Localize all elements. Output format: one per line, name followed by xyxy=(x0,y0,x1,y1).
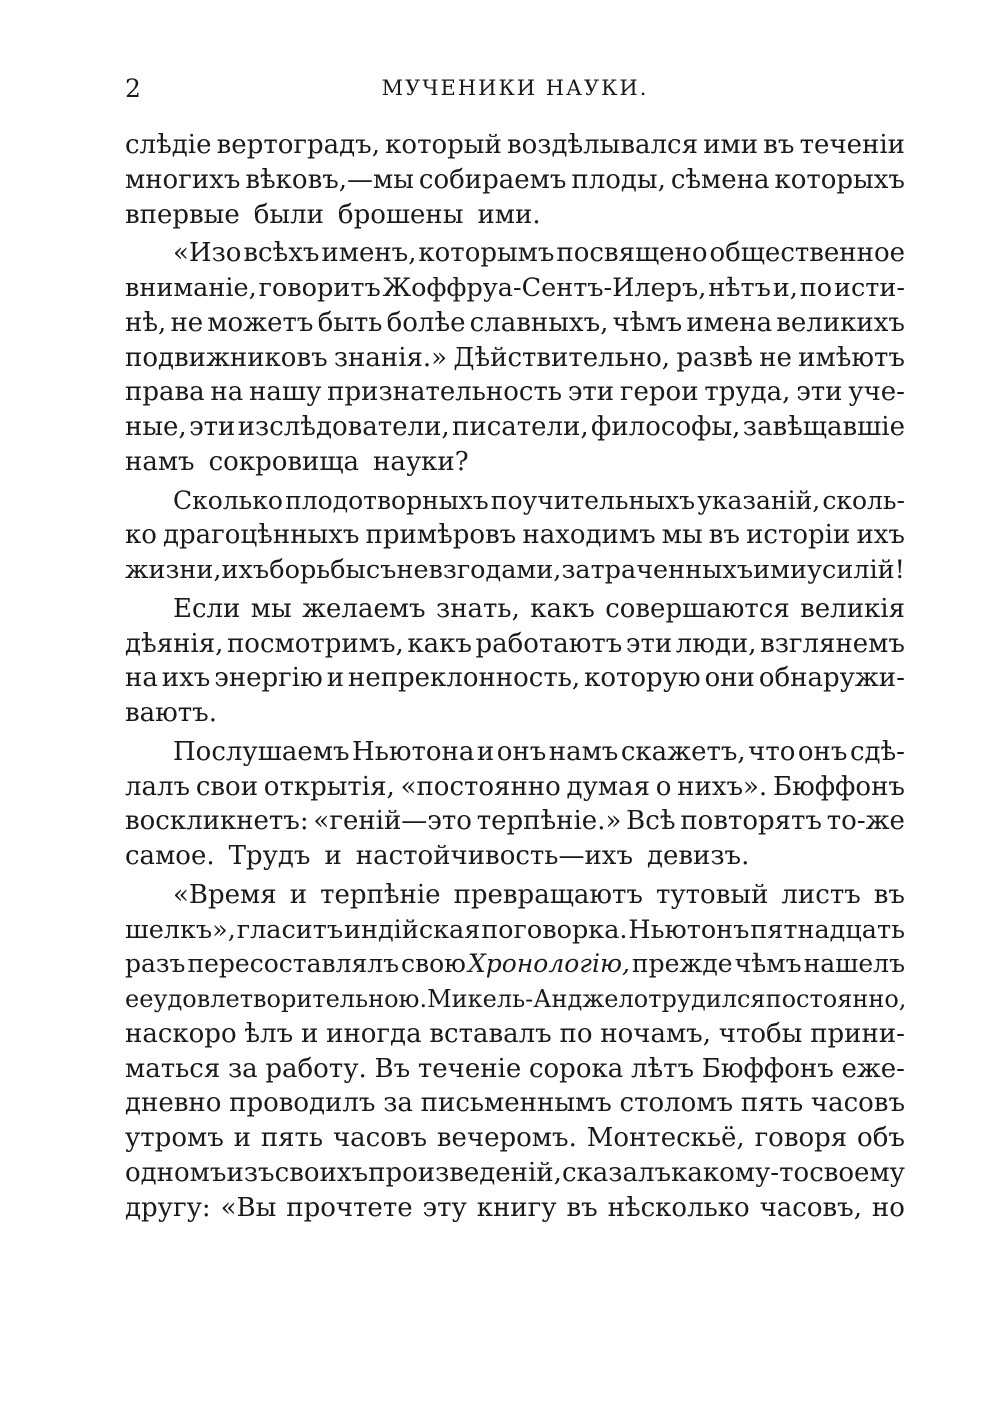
word: нашелъ xyxy=(803,949,905,979)
word: совершаются xyxy=(605,593,790,624)
word: слѣдіе xyxy=(125,130,212,160)
word: исторіи xyxy=(746,520,851,551)
word: и xyxy=(233,1123,251,1153)
word: имѣютъ xyxy=(798,342,905,373)
word: они xyxy=(704,663,755,694)
word: который xyxy=(385,130,502,160)
word: онъ xyxy=(496,736,547,767)
word: свою xyxy=(401,949,466,979)
word: были xyxy=(253,199,324,230)
text-line xyxy=(125,236,905,271)
word: о xyxy=(655,771,672,802)
text-line xyxy=(125,1086,905,1121)
word: намъ xyxy=(125,446,195,477)
text-line xyxy=(125,306,905,341)
text-line xyxy=(125,878,905,913)
word: прочтете xyxy=(286,1192,413,1223)
text-line xyxy=(125,1121,905,1156)
text-line xyxy=(125,839,905,874)
text-line xyxy=(125,627,905,662)
word: всѣхъ xyxy=(243,238,320,269)
text-line xyxy=(125,982,905,1017)
word: ночамъ, xyxy=(600,1018,711,1049)
word: и, xyxy=(772,273,798,303)
word: ваютъ. xyxy=(125,698,217,728)
word: въ xyxy=(566,1192,598,1223)
word: вставалъ xyxy=(429,1018,552,1049)
word: какъ xyxy=(407,628,472,659)
word: можетъ xyxy=(207,307,314,338)
word: пересоставлялъ xyxy=(187,949,400,979)
word: настойчивость—ихъ xyxy=(355,841,633,871)
word: сколь- xyxy=(822,485,905,515)
word: дѣянія, xyxy=(125,628,224,659)
word: примѣровъ xyxy=(365,520,517,551)
paragraph xyxy=(125,484,905,588)
text-line xyxy=(125,735,905,770)
word: терпѣніе xyxy=(320,879,441,910)
word: поговорка. xyxy=(481,914,628,945)
word: и xyxy=(300,1018,319,1049)
word: плоды, xyxy=(571,164,666,195)
word: въ xyxy=(708,520,740,551)
word: «Изо xyxy=(173,238,242,269)
word: столомъ xyxy=(619,1088,734,1119)
word: сдѣ- xyxy=(849,736,905,767)
word: которыхъ xyxy=(774,164,905,195)
word: говоритъ xyxy=(258,273,381,303)
word: вертоградъ, xyxy=(216,130,380,160)
word: труда, xyxy=(704,377,791,408)
word: своихъ xyxy=(274,1157,369,1188)
word: люди, xyxy=(675,628,757,659)
word: посмотримъ, xyxy=(226,628,404,659)
word: Жоффруа-Сентъ-Илеръ, xyxy=(382,273,707,303)
word: письменнымъ xyxy=(420,1088,612,1119)
word: знать, xyxy=(436,593,520,624)
word: науки? xyxy=(373,446,469,477)
word: изъ xyxy=(226,1157,275,1188)
word: славныхъ, xyxy=(469,307,609,338)
word: тутовый xyxy=(655,879,769,910)
word: великія xyxy=(800,593,905,624)
word: ихъ xyxy=(161,663,211,694)
word: но xyxy=(871,1192,905,1223)
word: впервые xyxy=(125,199,240,230)
word: теченіе xyxy=(417,1053,522,1084)
text-line xyxy=(125,661,905,696)
word: нѣтъ xyxy=(708,273,771,303)
text-line xyxy=(125,163,905,198)
word: гласитъ xyxy=(236,914,344,945)
word: на xyxy=(210,377,244,408)
text-line xyxy=(125,696,905,731)
word: намъ xyxy=(548,736,619,767)
page-header xyxy=(125,74,905,108)
paragraph xyxy=(125,735,905,874)
word: сказалъ xyxy=(561,1157,672,1188)
word: мы xyxy=(661,520,703,551)
word: исти- xyxy=(833,273,905,303)
word: что xyxy=(748,736,796,767)
word: то-же xyxy=(826,806,905,837)
word: шелкъ», xyxy=(125,914,236,945)
word: одномъ xyxy=(125,1157,227,1188)
word: онъ xyxy=(797,736,848,767)
word: имена xyxy=(686,307,773,338)
word: вниманіе, xyxy=(125,273,257,303)
text-line xyxy=(125,913,905,948)
word: произведеній, xyxy=(368,1157,562,1188)
word: за xyxy=(383,1088,413,1119)
word: воздѣлывался xyxy=(506,130,698,160)
word: указаній, xyxy=(697,485,821,515)
word: Бюффонъ xyxy=(772,771,905,802)
word: на xyxy=(125,663,158,694)
word: философы, xyxy=(591,412,741,442)
word: съ xyxy=(365,555,397,585)
word: мы xyxy=(250,593,292,624)
word: трудился xyxy=(648,985,766,1013)
word: непреклонность, xyxy=(347,663,581,694)
word: чѣмъ xyxy=(612,307,683,338)
word: Трудъ xyxy=(228,841,311,871)
word: «геній—это xyxy=(313,806,472,837)
word: Сколько xyxy=(173,485,283,515)
word: девизъ. xyxy=(646,841,750,871)
word: Ньютона xyxy=(352,736,475,767)
word: не xyxy=(759,342,792,373)
text-line xyxy=(125,1017,905,1052)
word: сорока xyxy=(528,1053,624,1084)
word: пять xyxy=(260,1123,324,1153)
word: превращаютъ xyxy=(453,879,643,910)
word: собираемъ xyxy=(418,164,567,195)
word: своему xyxy=(809,1157,905,1188)
text-line xyxy=(125,271,905,306)
word: брошены xyxy=(337,199,464,230)
word: именъ, xyxy=(321,238,417,269)
text-line xyxy=(125,375,905,410)
word: ее xyxy=(125,985,154,1013)
page-number: 2 xyxy=(125,74,141,103)
word: чтобы xyxy=(718,1018,803,1049)
text-line xyxy=(125,128,905,163)
word: эти xyxy=(189,412,236,442)
word: которую xyxy=(584,663,701,694)
body-text xyxy=(125,128,905,1225)
word: другу: xyxy=(125,1192,211,1223)
word: «постоянно xyxy=(400,771,561,802)
word: по xyxy=(799,273,833,303)
word: часовъ, xyxy=(759,1192,862,1223)
word: какому-то xyxy=(671,1157,810,1188)
word: борьбы xyxy=(269,555,366,585)
word: вечеромъ. xyxy=(436,1123,577,1153)
word: ими xyxy=(703,130,759,160)
word: многихъ xyxy=(125,164,241,195)
word: поучительныхъ xyxy=(490,485,696,515)
word: великихъ xyxy=(776,307,905,338)
word: нашу xyxy=(249,377,322,408)
word: работаютъ xyxy=(475,628,623,659)
word: эту xyxy=(422,1192,467,1223)
word: эти xyxy=(625,628,673,659)
word: ихъ xyxy=(856,520,905,551)
text-line xyxy=(125,410,905,445)
word: чѣмъ xyxy=(734,949,802,979)
paragraph xyxy=(125,236,905,479)
word: «Время xyxy=(173,879,277,910)
word: признательность xyxy=(327,377,563,408)
word: работу. xyxy=(265,1053,367,1084)
word: завѣщавшіе xyxy=(742,412,905,442)
text-line xyxy=(125,1052,905,1087)
word: ихъ xyxy=(221,555,270,585)
word: Микель-Анджело xyxy=(427,985,649,1013)
word: сѣмена xyxy=(670,164,770,195)
word: объ xyxy=(857,1123,905,1153)
word: нѣсколько xyxy=(607,1192,750,1223)
word: скажетъ, xyxy=(620,736,746,767)
word: наскоро xyxy=(125,1018,237,1049)
word: прини- xyxy=(810,1018,905,1049)
word: и xyxy=(289,879,308,910)
word: ко xyxy=(125,520,157,551)
text-line xyxy=(125,341,905,376)
word: права xyxy=(125,377,205,408)
word: ные, xyxy=(125,412,187,442)
word: свои xyxy=(195,771,259,802)
word: вѣковъ,—мы xyxy=(245,164,414,195)
word: быть xyxy=(317,307,383,338)
word: уче- xyxy=(848,377,905,408)
word: утромъ xyxy=(125,1123,224,1153)
word: жизни, xyxy=(125,555,222,585)
word: Ньютонъ xyxy=(628,914,750,945)
word: ѣлъ xyxy=(244,1018,294,1049)
word: Всѣ xyxy=(626,806,676,837)
word: маться xyxy=(125,1053,221,1084)
text-line xyxy=(125,518,905,553)
running-title: МУЧЕНИКИ НАУКИ. xyxy=(381,76,649,100)
text-line xyxy=(125,1156,905,1191)
word: и xyxy=(476,736,495,767)
word: говоря xyxy=(754,1123,848,1153)
word: по xyxy=(559,1018,593,1049)
text-line xyxy=(125,592,905,627)
word: подвижниковъ xyxy=(125,342,328,373)
word: теченіи xyxy=(799,130,905,160)
word: невзгодами, xyxy=(396,555,562,585)
paragraph xyxy=(125,878,905,1226)
word: прежде xyxy=(631,949,733,979)
word: книгу xyxy=(476,1192,557,1223)
word: пятнадцать xyxy=(750,914,905,945)
word: повторятъ xyxy=(680,806,822,837)
word: Бюффонъ xyxy=(701,1053,834,1084)
word: Если xyxy=(173,593,241,624)
word: затраченныхъ xyxy=(561,555,754,585)
paragraph xyxy=(125,592,905,731)
word: взглянемъ xyxy=(760,628,905,659)
word: разъ xyxy=(125,949,186,979)
word: листъ xyxy=(781,879,861,910)
word: Въ xyxy=(374,1053,411,1084)
text-line xyxy=(125,947,905,982)
word: какъ xyxy=(530,593,595,624)
word: посвящено xyxy=(556,238,708,269)
word: не xyxy=(170,307,204,338)
word: часовъ xyxy=(332,1123,428,1153)
word: нихъ». xyxy=(677,771,768,802)
word: которымъ xyxy=(418,238,555,269)
word: дневно xyxy=(125,1088,222,1119)
word: Послушаемъ xyxy=(173,736,350,767)
word: терпѣніе.» xyxy=(476,806,622,837)
word: лѣтъ xyxy=(630,1053,695,1084)
word: за xyxy=(227,1053,258,1084)
word: въ xyxy=(763,130,795,160)
word: проводилъ xyxy=(229,1088,376,1119)
word: желаемъ xyxy=(302,593,426,624)
word: эти xyxy=(796,377,843,408)
word: часовъ xyxy=(810,1088,905,1119)
word: обнаружи- xyxy=(758,663,905,694)
word: «Вы xyxy=(220,1192,277,1223)
word: въ xyxy=(873,879,905,910)
text-line xyxy=(125,804,905,839)
word: открытія, xyxy=(263,771,395,802)
word: самое. xyxy=(125,841,215,871)
word: ими. xyxy=(477,199,541,230)
word: постоянно, xyxy=(765,985,907,1013)
text-line xyxy=(125,445,905,480)
text-line xyxy=(125,198,905,233)
text-line xyxy=(125,484,905,519)
word: и xyxy=(324,841,342,871)
word: индійская xyxy=(343,914,481,945)
word: развѣ xyxy=(676,342,753,373)
word: думая xyxy=(566,771,650,802)
text-line xyxy=(125,553,905,588)
word: лалъ xyxy=(125,771,191,802)
word: болѣе xyxy=(386,307,466,338)
word: усилій! xyxy=(807,555,905,585)
word: находимъ xyxy=(522,520,656,551)
word: эти xyxy=(567,377,615,408)
text-line xyxy=(125,770,905,805)
word: герои xyxy=(619,377,699,408)
word: изслѣдователи, xyxy=(237,412,450,442)
text-line xyxy=(125,1191,905,1226)
word: знанія.» xyxy=(333,342,448,373)
word: нѣ, xyxy=(125,307,167,338)
word: общественное xyxy=(709,238,905,269)
word: Хронологію, xyxy=(467,949,630,979)
word: Дѣйствительно, xyxy=(453,342,671,373)
word: пять xyxy=(740,1088,804,1119)
word: драгоцѣнныхъ xyxy=(163,520,360,551)
paragraph xyxy=(125,128,905,232)
word: ими xyxy=(753,555,807,585)
word: сокровища xyxy=(208,446,360,477)
word: плодотворныхъ xyxy=(285,485,489,515)
word: писатели, xyxy=(452,412,589,442)
word: еже- xyxy=(841,1053,905,1084)
word: удовлетворительною. xyxy=(153,985,428,1013)
word: иногда xyxy=(326,1018,422,1049)
word: энергію xyxy=(214,663,323,694)
word: Монтескьё, xyxy=(586,1123,745,1153)
word: и xyxy=(326,663,345,694)
word: воскликнетъ: xyxy=(125,806,309,837)
